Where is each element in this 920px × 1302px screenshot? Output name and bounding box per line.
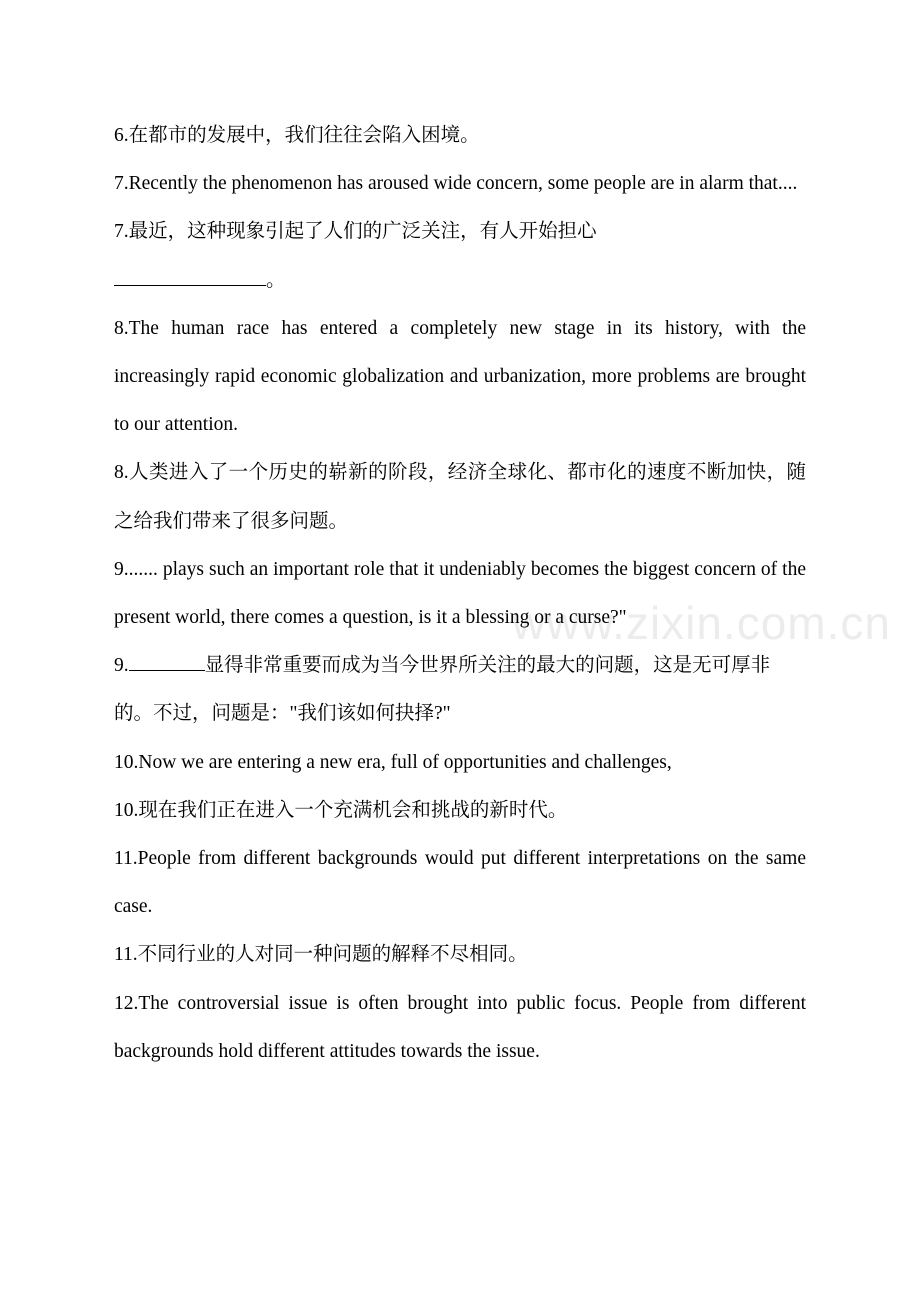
paragraph-12-english: 12.The controversial issue is often brought into public focus. People from different backgrounds hold different attitudes towards the issue. <box>114 992 806 1062</box>
paragraph-6-chinese: 6.在都市的发展中，我们往往会陷入困境。 <box>114 125 480 146</box>
paragraph-10-english: 10.Now we are entering a new era, full of opportunities and challenges, <box>114 751 672 773</box>
fill-in-blank <box>114 259 266 286</box>
paragraph-7-chinese-blank <box>114 257 806 305</box>
fill-in-blank <box>129 644 205 671</box>
paragraph-11-chinese: 11.不同行业的人对同一种问题的解释不尽相同。 <box>114 944 528 966</box>
paragraph-9-prefix: 9. <box>114 655 129 677</box>
document-body <box>114 112 806 1076</box>
paragraph-8-chinese: 8.人类进入了一个历史的崭新的阶段，经济全球化、都市化的速度不断加快，随之给我们带来了很多问题。 <box>114 462 806 532</box>
paragraph-10-chinese: 10.现在我们正在进入一个充满机会和挑战的新时代。 <box>114 799 568 821</box>
period-mark: 。 <box>266 269 286 291</box>
paragraph-7-english: 7.Recently the phenomenon has aroused wide concern, some people are in alarm that.... <box>114 173 798 195</box>
paragraph-9-chinese <box>114 642 806 738</box>
paragraph-9-chinese-text: 显得非常重要而成为当今世界所关注的最大的问题，这是无可厚非的。不过，问题是："我们该如何抉择?" <box>114 655 771 725</box>
paragraph-7-chinese: 7.最近，这种现象引起了人们的广泛关注，有人开始担心 <box>114 221 597 243</box>
paragraph-11-english: 11.People from different backgrounds would put different interpretations on the same case. <box>114 848 806 918</box>
paragraph-9-english: 9....... plays such an important role that it undeniably becomes the biggest concern of the present world, there comes a question, is it a blessing or a curse?" <box>114 558 806 629</box>
watermark-text: www.zixin.com.cn <box>512 597 891 649</box>
paragraph-8-english: 8.The human race has entered a completely new stage in its history, with the increasingly rapid economic globalization and urbanization, more problems are brought to our attention. <box>114 317 806 436</box>
